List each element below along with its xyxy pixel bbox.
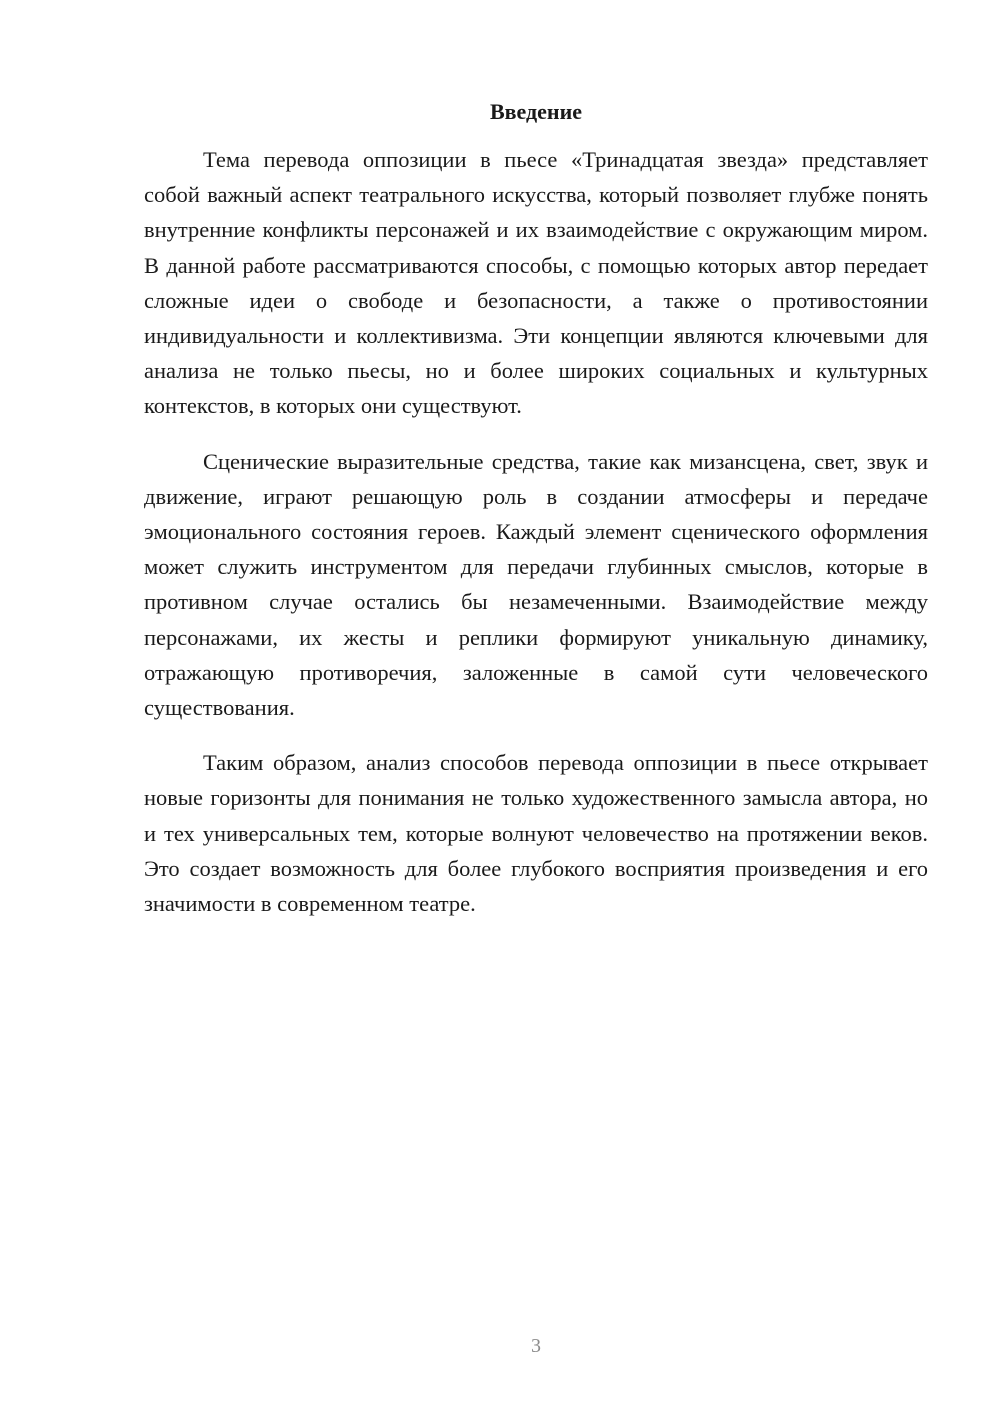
paragraph-2: Сценические выразительные средства, такие как мизансцена, свет, звук и движение, играют решающую роль в создании атмосферы и передаче эмоционального состояния героев. Каждый элемент сценического оформления может служить инструментом для передачи глубинных смыслов, которые в противном случае остались бы незамеченными. Взаимодействие между персонажами, их жесты и реплики формируют уникальную динамику, отражающую противоречия, заложенные в самой сути человеческого существования. [144,448,928,721]
paragraph-3: Таким образом, анализ способов перевода оппозиции в пьесе открывает новые горизонты для понимания не только художественного замысла автора, но и тех универсальных тем, которые волнуют человечество на протяжении веков. Это создает возможность для более глубокого восприятия произведения и его значимости в современном театре. [144,750,928,917]
page-number: 3 [531,1335,541,1357]
section-heading: Введение [489,99,583,124]
paragraph-1: Тема перевода оппозиции в пьесе «Тринадцатая звезда» представляет собой важный аспект театрального искусства, который позволяет глубже понять внутренние конфликты персонажей и их взаимодействие с окружающим миром. В данной работе рассматриваются способы, с помощью которых автор передает сложные идеи о свободе и безопасности, а также о противостоянии индивидуальности и коллективизма. Эти концепции являются ключевыми для анализа не только пьесы, но и более широких социальных и культурных контекстов, в которых они существуют. [144,147,928,419]
body-text [144,142,928,921]
